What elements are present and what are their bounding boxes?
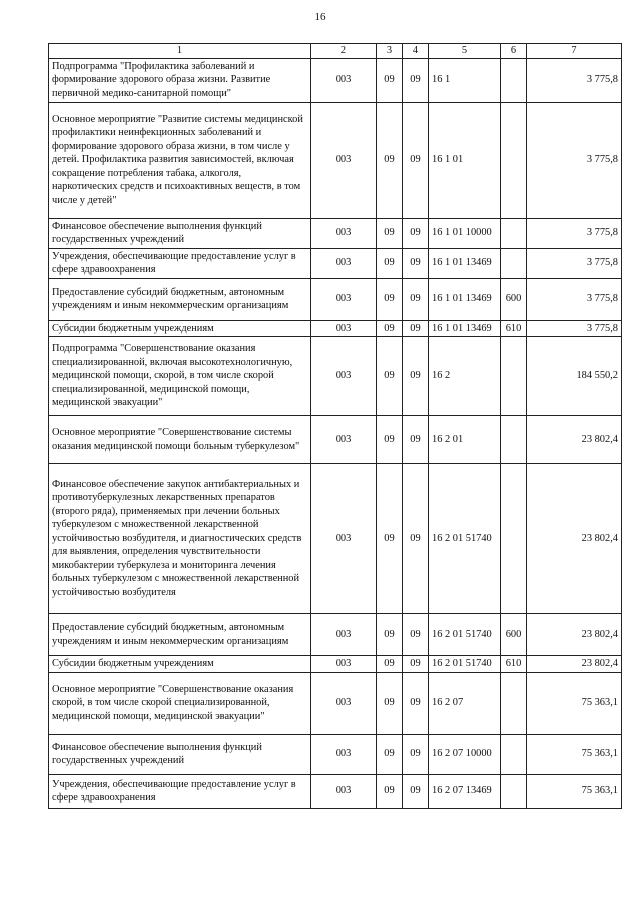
row-ministry: 003 xyxy=(311,656,377,673)
row-ministry: 003 xyxy=(311,734,377,774)
row-name: Основное мероприятие "Совершенствование системы оказания медицинской помощи больным туберкулезом" xyxy=(49,416,311,464)
row-amount: 23 802,4 xyxy=(527,416,622,464)
row-type xyxy=(501,248,527,278)
table-row xyxy=(49,672,622,734)
row-target: 16 1 01 13469 xyxy=(429,248,501,278)
row-ministry: 003 xyxy=(311,102,377,218)
row-subsection: 09 xyxy=(403,774,429,808)
row-type xyxy=(501,774,527,808)
column-header: 4 xyxy=(403,44,429,59)
row-subsection: 09 xyxy=(403,656,429,673)
row-type xyxy=(501,102,527,218)
row-subsection: 09 xyxy=(403,614,429,656)
row-name: Учреждения, обеспечивающие предоставление услуг в сфере здравоохранения xyxy=(49,774,311,808)
row-section: 09 xyxy=(377,278,403,320)
column-header: 7 xyxy=(527,44,622,59)
row-subsection: 09 xyxy=(403,278,429,320)
row-amount: 23 802,4 xyxy=(527,656,622,673)
row-ministry: 003 xyxy=(311,320,377,337)
table-row xyxy=(49,416,622,464)
row-ministry: 003 xyxy=(311,416,377,464)
row-amount: 3 775,8 xyxy=(527,102,622,218)
row-name: Предоставление субсидий бюджетным, автономным учреждениям и иным некоммерческим организациям xyxy=(49,278,311,320)
row-amount: 3 775,8 xyxy=(527,248,622,278)
row-target: 16 2 07 13469 xyxy=(429,774,501,808)
row-section: 09 xyxy=(377,248,403,278)
row-type: 600 xyxy=(501,614,527,656)
row-target: 16 1 01 13469 xyxy=(429,278,501,320)
table-row xyxy=(49,337,622,416)
column-header: 3 xyxy=(377,44,403,59)
row-amount: 23 802,4 xyxy=(527,614,622,656)
row-name: Подпрограмма "Профилактика заболеваний и формирование здорового образа жизни. Развитие первичной медико-санитарной помощи" xyxy=(49,58,311,102)
row-target: 16 1 xyxy=(429,58,501,102)
row-target: 16 1 01 xyxy=(429,102,501,218)
row-amount: 23 802,4 xyxy=(527,464,622,614)
column-header: 2 xyxy=(311,44,377,59)
row-ministry: 003 xyxy=(311,774,377,808)
row-amount: 3 775,8 xyxy=(527,218,622,248)
row-name: Субсидии бюджетным учреждениям xyxy=(49,656,311,673)
row-subsection: 09 xyxy=(403,248,429,278)
row-name: Основное мероприятие "Развитие системы медицинской профилактики неинфекционных заболеваний и формирование здорового образа жизни, в том числе у детей. Профилактика развития зависимостей, включая сокращение потребления табака, алкоголя, наркотических средств и психоактивных веществ, в том числе у детей" xyxy=(49,102,311,218)
row-type xyxy=(501,58,527,102)
row-target: 16 1 01 10000 xyxy=(429,218,501,248)
column-header: 1 xyxy=(49,44,311,59)
row-name: Субсидии бюджетным учреждениям xyxy=(49,320,311,337)
row-section: 09 xyxy=(377,614,403,656)
row-type xyxy=(501,464,527,614)
row-subsection: 09 xyxy=(403,464,429,614)
row-ministry: 003 xyxy=(311,464,377,614)
table-row xyxy=(49,656,622,673)
row-amount: 3 775,8 xyxy=(527,320,622,337)
table-row xyxy=(49,320,622,337)
header-row xyxy=(49,44,622,59)
table-row xyxy=(49,102,622,218)
row-ministry: 003 xyxy=(311,278,377,320)
row-target: 16 2 07 10000 xyxy=(429,734,501,774)
row-type xyxy=(501,218,527,248)
row-amount: 75 363,1 xyxy=(527,672,622,734)
row-target: 16 1 01 13469 xyxy=(429,320,501,337)
row-name: Основное мероприятие "Совершенствование оказания скорой, в том числе скорой специализированной, медицинской помощи, медицинской эвакуации" xyxy=(49,672,311,734)
row-name: Финансовое обеспечение закупок антибактериальных и противотуберкулезных лекарственных препаратов (второго ряда), применяемых при лечении больных туберкулезом с множественной лекарственной устойчивостью возбудителя, и диагностических средств для выявления, определения чувствительности микобактерии туберкулеза и мониторинга лечения больных туберкулезом с множественной лекарственной устойчивостью возбудителя xyxy=(49,464,311,614)
row-amount: 184 550,2 xyxy=(527,337,622,416)
row-subsection: 09 xyxy=(403,102,429,218)
row-subsection: 09 xyxy=(403,58,429,102)
row-target: 16 2 01 51740 xyxy=(429,614,501,656)
table-row xyxy=(49,614,622,656)
row-target: 16 2 01 51740 xyxy=(429,656,501,673)
row-ministry: 003 xyxy=(311,248,377,278)
row-subsection: 09 xyxy=(403,320,429,337)
row-target: 16 2 01 xyxy=(429,416,501,464)
row-type xyxy=(501,672,527,734)
row-section: 09 xyxy=(377,102,403,218)
row-subsection: 09 xyxy=(403,337,429,416)
row-type: 610 xyxy=(501,320,527,337)
row-section: 09 xyxy=(377,337,403,416)
row-section: 09 xyxy=(377,218,403,248)
row-target: 16 2 07 xyxy=(429,672,501,734)
table-row xyxy=(49,774,622,808)
row-subsection: 09 xyxy=(403,416,429,464)
row-section: 09 xyxy=(377,320,403,337)
row-subsection: 09 xyxy=(403,672,429,734)
row-section: 09 xyxy=(377,734,403,774)
row-section: 09 xyxy=(377,774,403,808)
row-amount: 3 775,8 xyxy=(527,58,622,102)
row-subsection: 09 xyxy=(403,734,429,774)
row-type xyxy=(501,734,527,774)
row-amount: 75 363,1 xyxy=(527,734,622,774)
row-ministry: 003 xyxy=(311,672,377,734)
row-name: Финансовое обеспечение выполнения функций государственных учреждений xyxy=(49,218,311,248)
row-type: 610 xyxy=(501,656,527,673)
row-type xyxy=(501,416,527,464)
budget-table xyxy=(48,43,622,809)
row-name: Подпрограмма "Совершенствование оказания специализированной, включая высокотехнологичную, медицинской помощи, скорой, в том числе скорой специализированной, медицинской помощи, медицинской эвакуации" xyxy=(49,337,311,416)
row-section: 09 xyxy=(377,58,403,102)
row-section: 09 xyxy=(377,464,403,614)
row-amount: 3 775,8 xyxy=(527,278,622,320)
row-name: Учреждения, обеспечивающие предоставление услуг в сфере здравоохранения xyxy=(49,248,311,278)
table-row xyxy=(49,464,622,614)
row-section: 09 xyxy=(377,656,403,673)
table-row xyxy=(49,734,622,774)
row-section: 09 xyxy=(377,416,403,464)
row-ministry: 003 xyxy=(311,58,377,102)
row-type: 600 xyxy=(501,278,527,320)
page-number: 16 xyxy=(314,11,326,23)
table-row xyxy=(49,278,622,320)
table-row xyxy=(49,58,622,102)
table-row xyxy=(49,248,622,278)
column-header: 5 xyxy=(429,44,501,59)
row-section: 09 xyxy=(377,672,403,734)
row-target: 16 2 xyxy=(429,337,501,416)
row-target: 16 2 01 51740 xyxy=(429,464,501,614)
row-type xyxy=(501,337,527,416)
row-ministry: 003 xyxy=(311,337,377,416)
row-subsection: 09 xyxy=(403,218,429,248)
row-name: Финансовое обеспечение выполнения функций государственных учреждений xyxy=(49,734,311,774)
row-ministry: 003 xyxy=(311,218,377,248)
row-name: Предоставление субсидий бюджетным, автономным учреждениям и иным некоммерческим организациям xyxy=(49,614,311,656)
table-row xyxy=(49,218,622,248)
row-ministry: 003 xyxy=(311,614,377,656)
column-header: 6 xyxy=(501,44,527,59)
row-amount: 75 363,1 xyxy=(527,774,622,808)
